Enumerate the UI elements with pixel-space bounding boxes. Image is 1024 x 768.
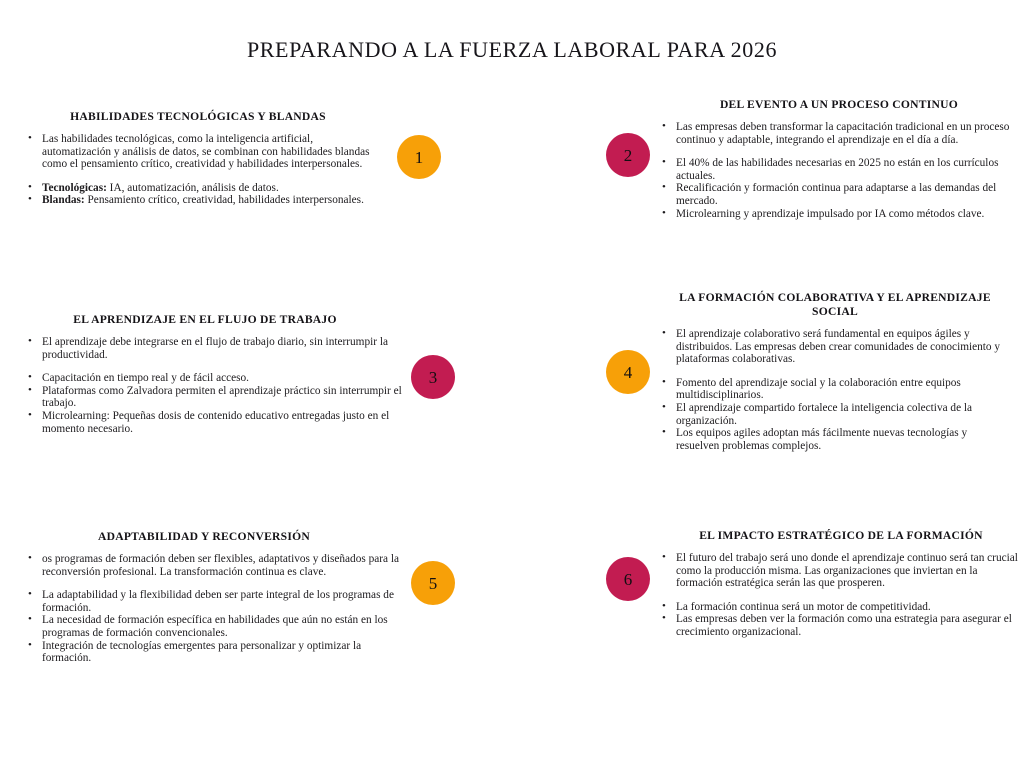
section-bullet-list [660,121,1024,220]
bullet-text: Pensamiento crítico, creatividad, habilidades interpersonales. [84,194,364,207]
bullet-text: La formación continua será un motor de competitividad. [676,600,931,613]
bullet-text: El futuro del trabajo será uno donde el aprendizaje continuo será tan crucial como la producción misma. Las organizaciones que inviertan en la formación estratégica serán las que prosperen. [676,552,1018,590]
step-number-badge-5: 5 [411,561,455,605]
bullet-item [660,552,1024,590]
step-number-badge-3: 3 [411,355,455,399]
bullet-text: Microlearning y aprendizaje impulsado por IA como métodos clave. [676,207,985,220]
bullet-text: Integración de tecnologías emergentes para personalizar y optimizar la formación. [42,639,362,665]
bullet-item [660,402,1008,427]
bullet-item [660,377,1008,402]
section-del-evento-a-un-proceso-continuo [660,98,1024,220]
bullet-text: Las habilidades tecnológicas, como la inteligencia artificial, automatización y análisis de datos, se combinan con habilidades blandas como el pensamiento crítico, creatividad y habilidades interpersonales. [42,133,370,171]
bullet-text: Los equipos agiles adoptan más fácilmente nuevas tecnologías y resuelven problemas complejos. [676,427,968,452]
bullet-item [660,208,1024,221]
bullet-item [26,336,402,361]
section-heading: EL IMPACTO ESTRATÉGICO DE LA FORMACIÓN [699,529,983,542]
bullet-item [660,328,1008,366]
section-adaptabilidad-y-reconversion [26,530,408,665]
section-heading: ADAPTABILIDAD Y RECONVERSIÓN [97,530,311,543]
bullet-text: Las empresas deben ver la formación como una estrategia para asegurar el crecimiento organizacional. [676,613,1012,638]
section-bullet-list [26,133,378,207]
bullet-item [660,121,1024,146]
bullet-item [660,427,1008,452]
step-number-badge-6: 6 [606,557,650,601]
section-bullet-list [660,328,1008,452]
bullet-label: Blandas: [42,194,85,207]
bullet-item [26,194,378,207]
bullet-text: La adaptabilidad y la flexibilidad deben ser parte integral de los programas de formación. [42,589,394,614]
bullet-item [26,553,408,578]
bullet-item [26,589,408,614]
bullet-item [26,182,378,195]
bullet-item [26,385,402,410]
step-number-badge-1: 1 [397,135,441,179]
bullet-label: Tecnológicas: [42,181,107,194]
bullet-text: Las empresas deben transformar la capacitación tradicional en un proceso continuo y adaptable, integrando el aprendizaje en el día a día. [676,121,1010,146]
step-number-badge-4: 4 [606,350,650,394]
bullet-text: El aprendizaje compartido fortalece la inteligencia colectiva de la organización. [676,401,973,427]
bullet-item [26,133,378,171]
section-bullet-list [660,552,1024,639]
section-heading: HABILIDADES TECNOLÓGICAS Y BLANDAS [70,110,326,123]
bullet-text: Plataformas como Zalvadora permiten el aprendizaje práctico sin interrumpir el trabajo. [42,384,402,410]
bullet-item [26,640,408,665]
bullet-text: os programas de formación deben ser flexibles, adaptativos y diseñados para la reconversión profesional. La transformación continua es clave. [42,553,399,578]
bullet-item [660,613,1024,638]
bullet-text: El aprendizaje colaborativo será fundamental en equipos ágiles y distribuidos. Las empresas deben crear comunidades de conocimiento y plataformas colaborativas. [676,328,1001,366]
bullet-item [660,157,1024,182]
section-heading: EL APRENDIZAJE EN EL FLUJO DE TRABAJO [73,313,337,326]
bullet-text: Capacitación en tiempo real y de fácil acceso. [42,372,250,385]
bullet-text: Fomento del aprendizaje social y la colaboración entre equipos multidisciplinarios. [676,376,961,402]
bullet-item [26,372,402,385]
section-la-formacion-colaborativa-y-el-aprendizaje-social [660,291,1008,452]
bullet-item [26,410,402,435]
bullet-text: El 40% de las habilidades necesarias en 2025 no están en los currículos actuales. [676,157,999,182]
step-number-badge-2: 2 [606,133,650,177]
section-heading: DEL EVENTO A UN PROCESO CONTINUO [719,98,959,111]
section-bullet-list [26,553,408,665]
bullet-text: IA, automatización, análisis de datos. [106,181,279,194]
section-habilidades-tecnologicas-y-blandas [26,110,378,207]
bullet-item [660,182,1024,207]
page-title: PREPARANDO A LA FUERZA LABORAL PARA 2026 [246,36,778,62]
section-heading: LA FORMACIÓN COLABORATIVA Y EL APRENDIZAJE SOCIAL [679,291,991,318]
bullet-item [26,614,408,639]
bullet-item [660,601,1024,614]
bullet-text: La necesidad de formación específica en habilidades que aún no están en los programas de formación convencionales. [42,614,388,639]
section-bullet-list [26,336,402,435]
bullet-text: Microlearning: Pequeñas dosis de contenido educativo entregadas justo en el momento necesario. [42,409,390,435]
section-el-impacto-estrategico-de-la-formacion [660,529,1024,639]
bullet-text: El aprendizaje debe integrarse en el flujo de trabajo diario, sin interrumpir la productividad. [42,336,388,361]
bullet-text: Recalificación y formación continua para adaptarse a las demandas del mercado. [676,182,997,207]
section-el-aprendizaje-en-el-flujo-de-trabajo [26,313,402,435]
